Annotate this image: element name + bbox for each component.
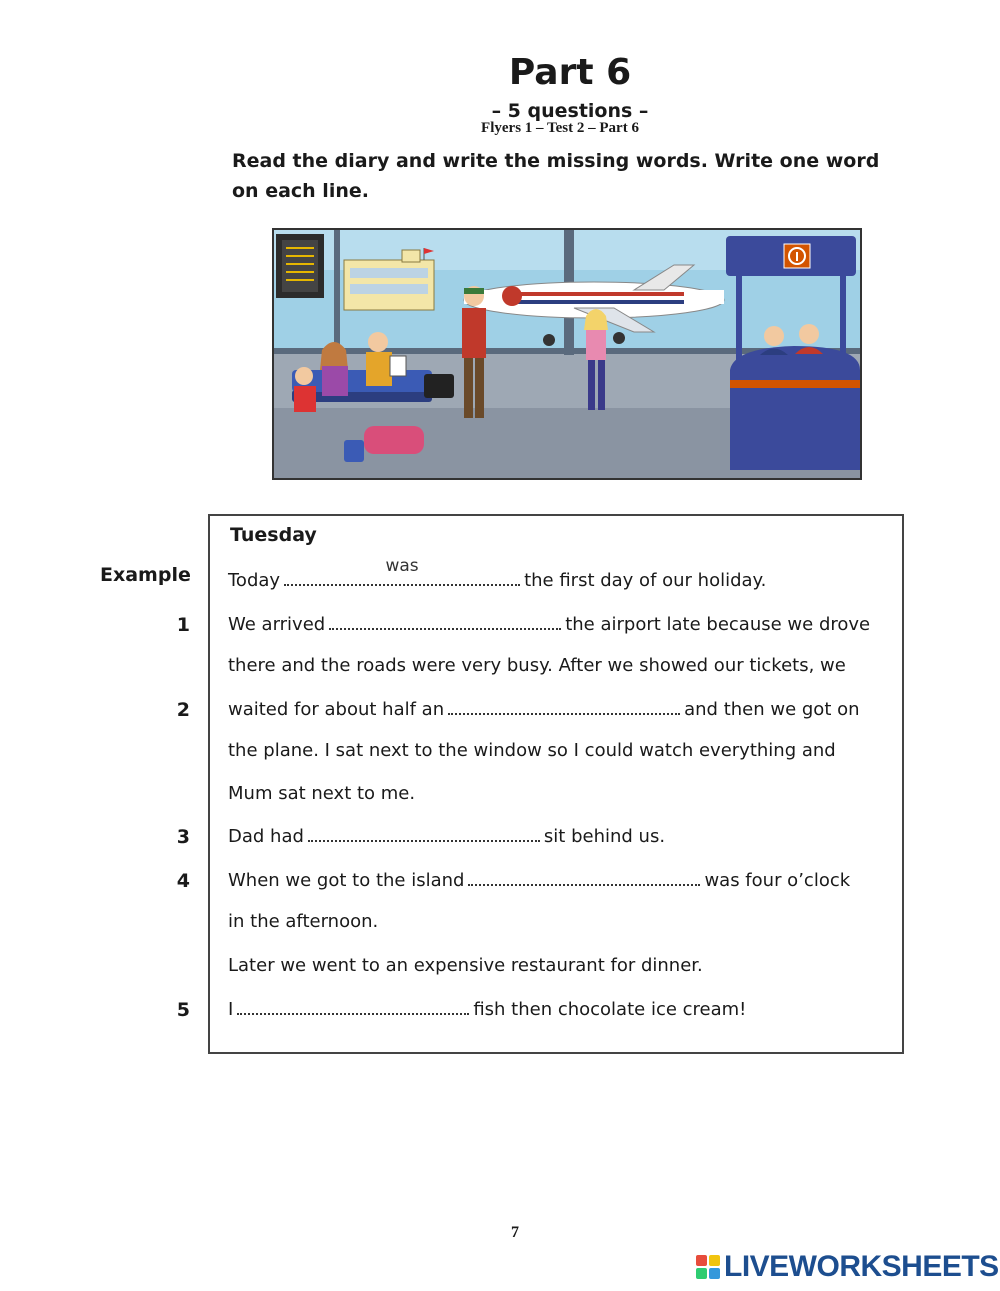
example-after: the first day of our holiday. xyxy=(524,570,767,591)
q5-after: fish then chocolate ice cream! xyxy=(473,999,747,1020)
q5-answer-blank[interactable] xyxy=(237,997,469,1015)
question-4-line xyxy=(228,868,850,891)
example-blank xyxy=(284,556,520,586)
test-source: Flyers 1 – Test 2 – Part 6 xyxy=(481,120,639,136)
diary-line: Mum sat next to me. xyxy=(228,783,416,804)
question-3-line xyxy=(228,824,665,847)
example-before: Today xyxy=(228,570,281,591)
questions-count: – 5 questions – xyxy=(491,100,649,122)
q3-answer-blank[interactable] xyxy=(308,824,540,842)
logo-square xyxy=(709,1268,720,1279)
example-line xyxy=(228,556,767,591)
brand-logo-icon xyxy=(696,1255,720,1279)
q2-answer-blank[interactable] xyxy=(448,697,680,715)
example-answer: was xyxy=(385,556,419,576)
diary-line: Later we went to an expensive restaurant for dinner. xyxy=(228,955,703,976)
question-number-3: 3 xyxy=(176,826,190,848)
page-number: 7 xyxy=(511,1224,519,1241)
page-title: Part 6 xyxy=(508,52,632,93)
diary-day: Tuesday xyxy=(230,524,317,546)
question-number-2: 2 xyxy=(176,699,190,721)
diary-line: the plane. I sat next to the window so I could watch everything and xyxy=(228,740,836,761)
brand-watermark xyxy=(696,1250,999,1284)
q4-after: was four o’clock xyxy=(704,870,851,891)
q5-before: I xyxy=(228,999,234,1020)
question-number-5: 5 xyxy=(176,999,190,1021)
airport-illustration xyxy=(272,228,862,480)
q2-after: and then we got on xyxy=(684,699,860,720)
question-1-line xyxy=(228,612,870,635)
logo-square xyxy=(696,1268,707,1279)
logo-square xyxy=(709,1255,720,1266)
diary-line: there and the roads were very busy. After we showed our tickets, we xyxy=(228,655,846,676)
q1-before: We arrived xyxy=(228,614,326,635)
question-number-4: 4 xyxy=(176,870,190,892)
question-2-line xyxy=(228,697,860,720)
q3-after: sit behind us. xyxy=(543,826,666,847)
q2-before: waited for about half an xyxy=(228,699,445,720)
question-5-line xyxy=(228,997,746,1020)
q4-before: When we got to the island xyxy=(228,870,465,891)
instructions: Read the diary and write the missing words. Write one word on each line. xyxy=(232,150,880,202)
q1-after: the airport late because we drove xyxy=(565,614,871,635)
q1-answer-blank[interactable] xyxy=(329,612,561,630)
question-number-1: 1 xyxy=(176,614,190,636)
q3-before: Dad had xyxy=(228,826,304,847)
logo-square xyxy=(696,1255,707,1266)
diary-line: in the afternoon. xyxy=(228,911,379,932)
example-label: Example xyxy=(100,564,191,586)
brand-name: LIVEWORKSHEETS xyxy=(724,1250,999,1283)
q4-answer-blank[interactable] xyxy=(468,868,700,886)
